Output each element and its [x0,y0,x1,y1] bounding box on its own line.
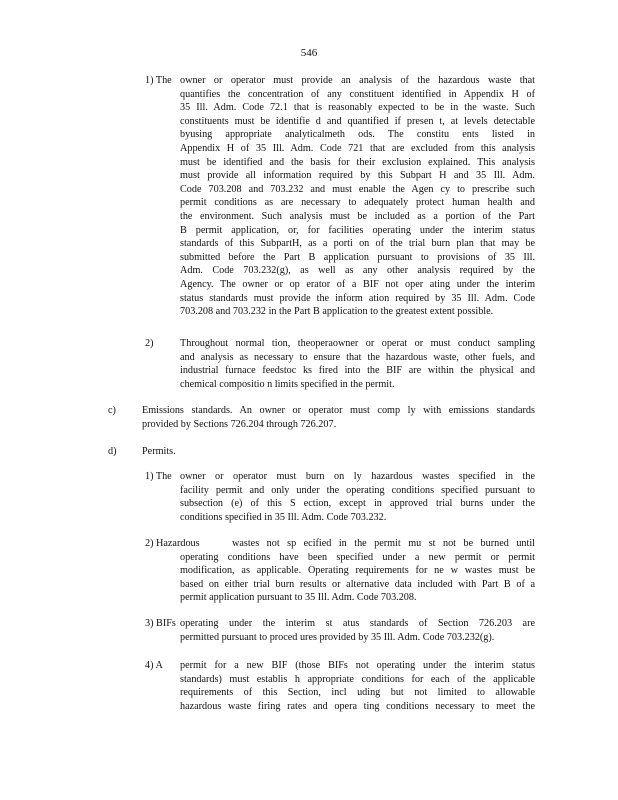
text-line: chemical compositio n limits specified in the permit. [180,378,395,390]
text-line: owner or operator must burn on ly hazardous wastes specified in the [180,471,535,482]
text-line: permit application pursuant to 35 Ill. Adm. Code 703.208. [180,592,417,604]
item-label: 4) A [145,660,163,671]
text-line: requirements of this Section, incl uding but not limited to allowable [180,687,535,699]
text-line: submitted before the Part B application pursuant to provisions of 35 Ill. [180,251,535,263]
text-line: standards) must establis h appropriate conditions for each of the applicable [180,673,535,685]
item-label: 1) The [145,471,172,482]
text-line: Adm. Code 703.232(g), as well as any other analysis required by the [180,265,535,277]
text-line: must be identified and the basis for their exclusion explained. This analysis [180,156,535,168]
text-line: Code 703.208 and 703.232 and must enable the Agen cy to prescribe such [180,183,535,195]
text-line: the environment. Such analysis must be included as a portion of the Part [180,210,535,222]
text-line: constituents must be identifie d and quantified if presen t, at levels detectable [180,115,535,127]
text-line: Emissions standards. An owner or operator must comp ly with emissions standards [142,405,535,416]
text-line: byusing appropriate analyticalmeth ods. The constitu ents listed in [180,129,535,141]
text-line: B permit application, or, for facilities operating under the interim status [180,224,535,236]
text-line: operating under the interim st atus standards of Section 726.203 are [180,618,535,629]
section-heading: Permits. [142,446,176,457]
text-line: owner or operator must provide an analysis of the hazardous waste that [180,75,535,86]
text-line: facility permit and only under the operating conditions specified pursuant to [180,484,535,496]
text-line: must provide all information required by this Subpart H and 35 Ill. Adm. [180,170,535,182]
text-line: wastes not sp ecified in the permit mu st not be burned until [232,538,535,549]
text-line: conditions specified in 35 Ill. Adm. Code 703.232. [180,511,387,523]
item-label: 2) Hazardous [145,538,200,549]
text-line: 703.208 and 703.232 in the Part B application to the greatest extent possible. [180,306,494,318]
text-line: based on either trial burn results or alternative data included with Part B of a [180,578,535,590]
text-line: Throughout normal tion, theoperaowner or operat or must conduct sampling [180,338,535,349]
text-line: permit for a new BIF (those BIFs not operating under the interim status [180,660,535,671]
text-line: hazardous waste firing rates and opera ting conditions necessary to meet the [180,700,535,712]
text-line: provided by Sections 726.204 through 726.207. [142,418,337,430]
text-line: industrial furnace feedstoc ks fired into the BIF are within the physical and [180,365,535,377]
text-line: modification, as applicable. Operating requirements for ne w wastes must be [180,565,535,577]
text-line: standards of this SubpartH, as a porti on of the trial burn plan that may be [180,238,535,250]
section-label: d) [108,446,117,457]
text-line: quantifies the concentration of any constituent identified in Appendix H of [180,88,535,100]
text-line: 35 Ill. Adm. Code 72.1 that is reasonably expected to be in the waste. Such [180,102,535,114]
text-line: Agency. The owner or op erator of a BIF not oper ating under the interim [180,278,535,290]
item-label: 2) [145,338,154,349]
section-label: c) [108,405,116,416]
item-label: 1) The [145,75,172,86]
page-number: 546 [300,47,318,59]
item-label: 3) BIFs [145,618,176,629]
text-line: Appendix H of 35 Ill. Adm. Code 721 that are excluded from this analysis [180,142,535,154]
text-line: and analysis as necessary to ensure that the hazardous waste, other fuels, and [180,351,535,363]
text-line: operating conditions have been specified under a new permit or permit [180,551,535,563]
text-line: permit conditions as are necessary to adequately protect human health and [180,197,535,209]
text-line: permitted pursuant to proced ures provided by 35 Ill. Adm. Code 703.232(g). [180,631,495,643]
text-line: subsection (e) of this S ection, except in approved trial burns under the [180,498,535,510]
text-line: status standards must provide the inform ation required by 35 Ill. Adm. Code [180,292,535,304]
